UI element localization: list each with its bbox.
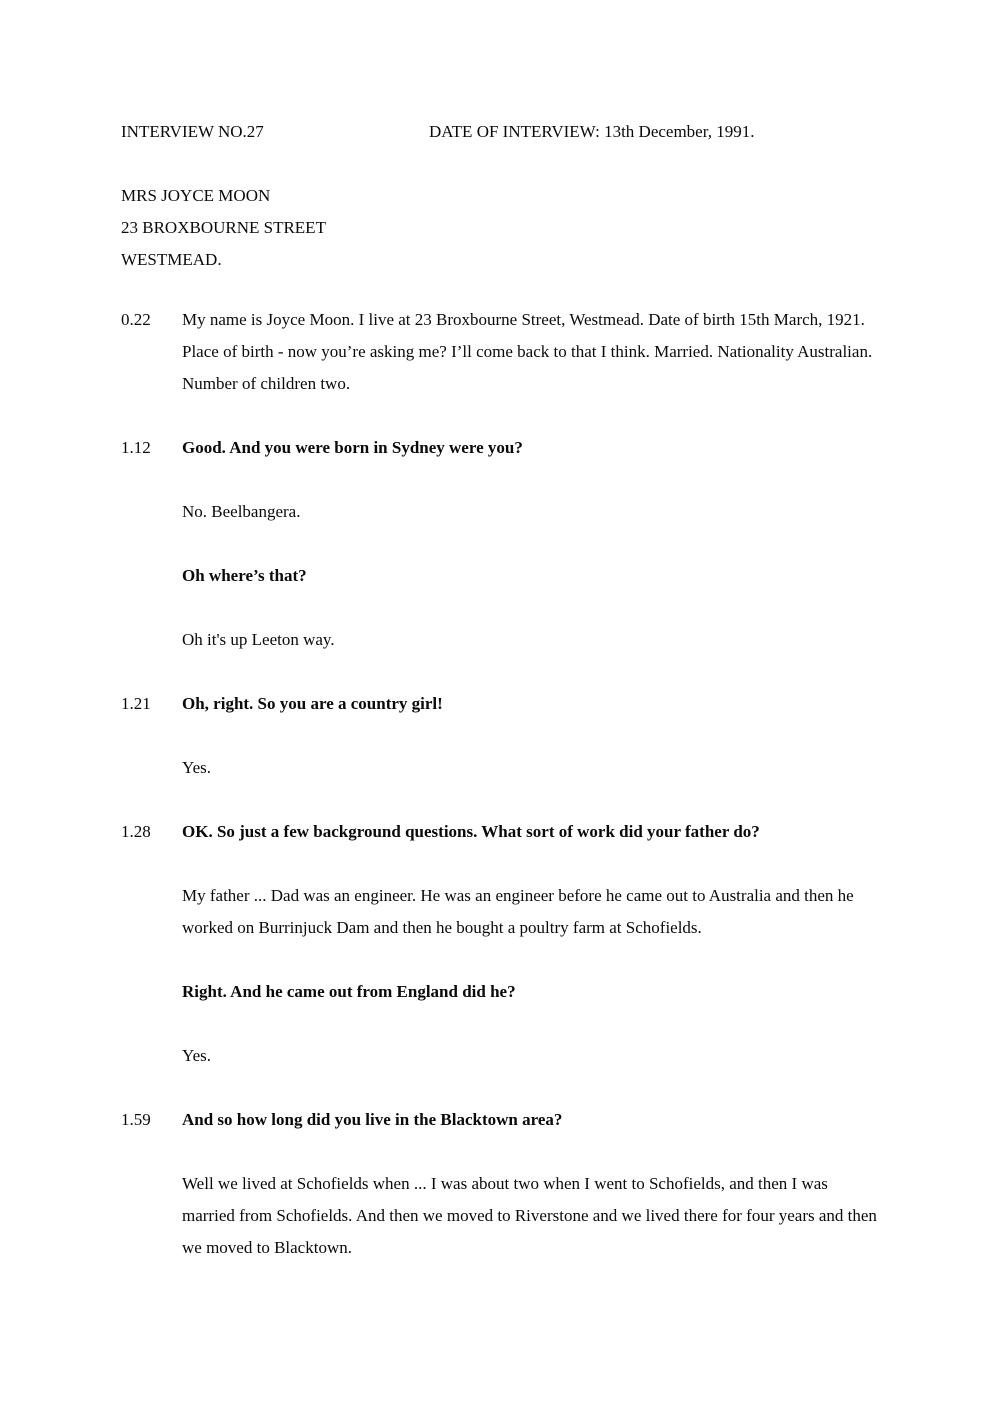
timestamp (121, 1168, 182, 1264)
transcript-row (121, 560, 999, 592)
interviewee-answer: Oh it's up Leeton way. (182, 630, 335, 649)
timestamp: 1.12 (121, 438, 151, 457)
transcript-row (121, 304, 999, 400)
transcript-row (121, 816, 999, 848)
transcript-row (121, 1168, 999, 1264)
timestamp: 1.21 (121, 694, 151, 713)
interviewee-answer: Yes. (182, 1046, 211, 1065)
interviewee-answer: Well we lived at Schofields when ... I was about two when I went to Schofields, and then I was married from Schofields. And then we moved to Riverstone and we lived there for four years and then we moved to Blacktown. (182, 1174, 877, 1257)
interviewer-question: Oh where’s that? (182, 566, 307, 585)
timestamp (121, 880, 182, 944)
transcript-row (121, 688, 999, 720)
timestamp: 1.59 (121, 1110, 151, 1129)
interviewee-answer: My name is Joyce Moon. I live at 23 Broxbourne Street, Westmead. Date of birth 15th March, 1921. Place of birth - now you’re asking me? I’ll come back to that I think. Married. Nationality Australian. Number of children two. (182, 310, 873, 393)
interviewee-street: 23 BROXBOURNE STREET (121, 218, 326, 237)
transcript-row (121, 1040, 999, 1072)
interviewee-suburb: WESTMEAD. (121, 250, 222, 269)
document-header (121, 116, 999, 148)
timestamp (121, 624, 182, 656)
transcript-row (121, 880, 999, 944)
interviewee-answer: No. Beelbangera. (182, 502, 301, 521)
interviewee-address-block (121, 180, 999, 276)
transcript-row (121, 976, 999, 1008)
timestamp (121, 496, 182, 528)
interviewer-question: And so how long did you live in the Blacktown area? (182, 1110, 563, 1129)
transcript-row (121, 752, 999, 784)
interviewee-name: MRS JOYCE MOON (121, 186, 271, 205)
transcript-row (121, 1104, 999, 1136)
transcript-row (121, 496, 999, 528)
timestamp (121, 560, 182, 592)
timestamp (121, 976, 182, 1008)
transcript-row (121, 624, 999, 656)
interviewee-answer: Yes. (182, 758, 211, 777)
interviewer-question: Right. And he came out from England did he? (182, 982, 516, 1001)
interview-date: DATE OF INTERVIEW: 13th December, 1991. (429, 122, 755, 141)
timestamp (121, 1040, 182, 1072)
interviewer-question: Oh, right. So you are a country girl! (182, 694, 443, 713)
timestamp: 1.28 (121, 822, 151, 841)
interviewee-answer: My father ... Dad was an engineer. He was an engineer before he came out to Australia and then he worked on Burrinjuck Dam and then he bought a poultry farm at Schofields. (182, 886, 854, 937)
timestamp (121, 752, 182, 784)
interviewer-question: Good. And you were born in Sydney were you? (182, 438, 523, 457)
interview-number: INTERVIEW NO.27 (121, 122, 264, 141)
timestamp: 0.22 (121, 310, 151, 329)
interviewer-question: OK. So just a few background questions. What sort of work did your father do? (182, 822, 760, 841)
transcript-row (121, 432, 999, 464)
